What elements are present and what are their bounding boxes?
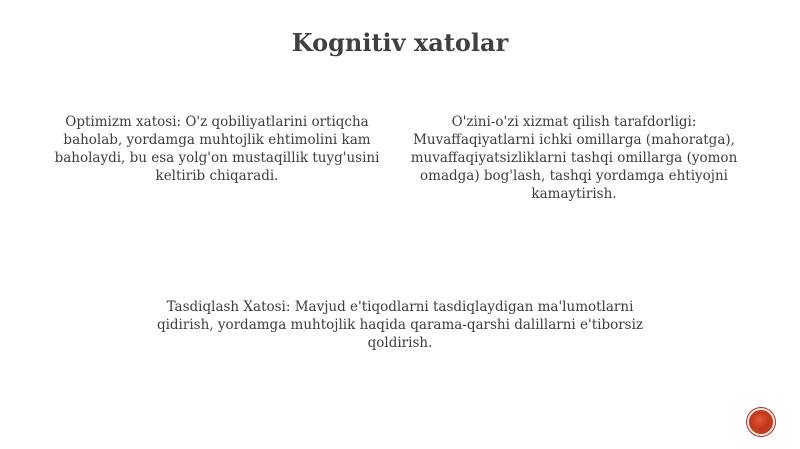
nav-circle-inner bbox=[753, 414, 769, 430]
self-serving-bias-text: O'zini-o'zi xizmat qilish tarafdorligi: Muvaffaqiyatlarni ichki omillarga (mahoratga), muvaffaqiyatsizliklarni tashqi omillarga (yomon omadga) bog'lash, tashqi yordamga ehtiyojni kamaytirish. bbox=[410, 114, 738, 202]
next-slide-circle-icon[interactable] bbox=[747, 408, 775, 436]
optimism-bias-text: Optimizm xatosi: O'z qobiliyatlarini ortiqcha baholab, yordamga muhtojlik ehtimolini kam baholaydi, bu esa yolg'on mustaqillik tuyg'usini keltirib chiqaradi. bbox=[54, 114, 380, 184]
confirmation-bias-text: Tasdiqlash Xatosi: Mavjud e'tiqodlarni tasdiqlaydigan ma'lumotlarni qidirish, yordamga muhtojlik haqida qarama-qarshi dalillarni e'tiborsiz qoldirish. bbox=[156, 299, 644, 351]
slide-title: Kognitiv xatolar bbox=[291, 28, 509, 57]
